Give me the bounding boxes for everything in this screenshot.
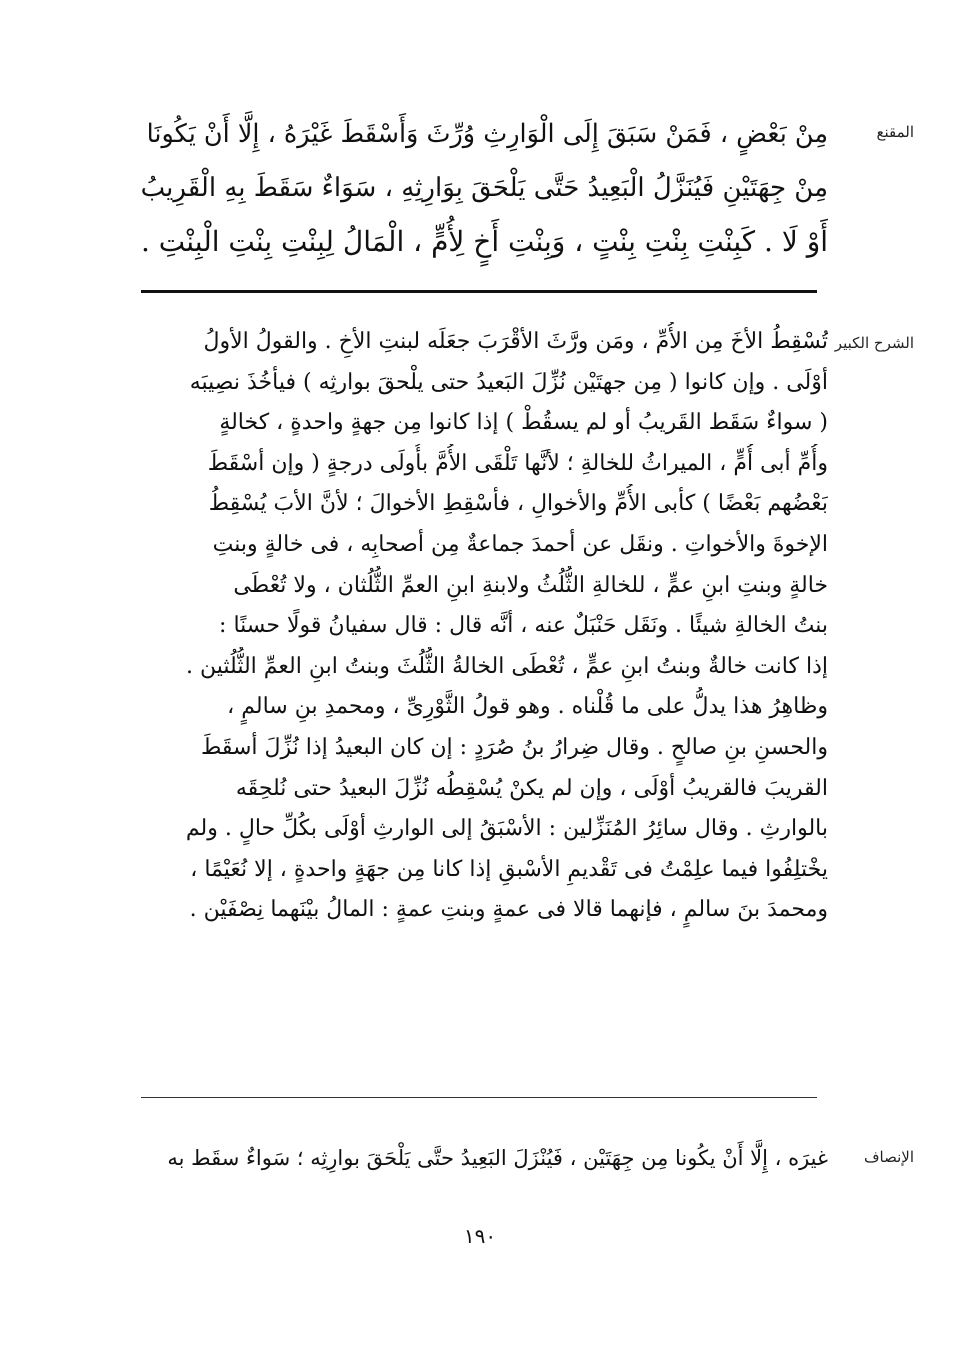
sharh-line: يخْتلِفُوا فيما علِمْتُ فى تَقْديمِ الأسْبقِ إذا كانا مِن جهَةٍ واحدةٍ ، إلا نُعَيْمًا ،	[190, 856, 828, 882]
sharh-line: إذا كانت خالةٌ وبنتُ ابنِ عمٍّ ، تُعْطَى الخالةُ الثُّلُثَ وبنتُ ابنِ العمِّ الثُّلُثين .	[186, 653, 828, 679]
sharh-line: أوْلَى . وإن كانوا ( مِن جهتَيْن نُزِّلَ البَعيدُ حتى يلْحقَ بوارثِه ) فيأخُذَ نصِيبَه	[189, 369, 828, 395]
muqni-section	[0, 107, 960, 277]
sharh-line: ومحمدَ بنَ سالمٍ ، فإنهما قالا فى عمةٍ وبنتِ عمةٍ : المالُ بيْنَهما نِصْفَيْن .	[189, 897, 828, 923]
sharh-line: وأُمِّ أبى أُمٍّ ، الميراثُ للخالةِ ؛ لأنَّها تَلْقَى الأُمَّ بأُولَى درجةٍ ( وإن أسْقَطَ	[207, 450, 828, 476]
insaf-section	[0, 1138, 960, 1182]
sharh-line: بنتُ الخالةِ شيئًا . ونَقَل حَنْبَلٌ عنه ، أنَّه قال : قال سفيانُ قولًا حسنًا :	[219, 613, 828, 639]
muqni-label: المقنع	[876, 123, 914, 141]
muqni-line: أَوْ لَا . كَبِنْتِ بِنْتِ بِنْتٍ ، وَبِنْتِ أَخٍ لِأُمٍّ ، الْمَالُ لِبِنْتِ بِنْتِ الْبِنْتِ .	[141, 225, 828, 258]
sharh-line: والحسنِ بنِ صالحٍ . وقال ضِرارُ بنُ صُرَدٍ : إن كان البعيدُ إذا نُزِّلَ أسقَطَ	[200, 734, 828, 760]
page-number: ١٩٠	[463, 1224, 497, 1248]
sharh-line: بالوارثِ . وقال سائِرُ المُنَزِّلين : الأسْبَقُ إلى الوارثِ أوْلَى بكُلِّ حالٍ . ولم	[185, 816, 828, 842]
section-divider-thin	[141, 1097, 817, 1098]
section-divider-thick	[141, 290, 817, 293]
sharh-text	[138, 322, 828, 931]
sharh-line: بَعْضُهم بَعْضًا ) كأبى الأُمِّ والأخوالِ ، فأسْقِطِ الأخوالَ ؛ لأنَّ الأبَ يُسْقِطُ	[208, 491, 828, 517]
insaf-label: الإنصاف	[863, 1148, 914, 1166]
insaf-text	[138, 1138, 828, 1178]
muqni-text	[138, 107, 828, 269]
sharh-label: الشرح الكبير	[834, 334, 914, 352]
muqni-line: مِنْ بَعْضٍ ، فَمَنْ سَبَقَ إِلَى الْوَارِثِ وُرِّثَ وَأَسْقَطَ غَيْرَهُ ، إِلَّا أَنْ يَكُونَا	[146, 119, 828, 149]
sharh-line: ( سواءٌ سَقَط القَريبُ أو لم يسقُطْ ) إذا كانوا مِن جهةٍ واحدةٍ ، كخالةٍ	[219, 410, 828, 436]
sharh-line: وظاهِرُ هذا يدلُّ على ما قُلْناه . وهو قولُ الثَّوْرِىِّ ، ومحمدِ بنِ سالمٍ ،	[227, 694, 828, 720]
sharh-line: خالةٍ وبنتِ ابنِ عمٍّ ، للخالةِ الثُّلُثُ ولابنةِ ابنِ العمِّ الثُّلُثان ، ولا تُعْطَى	[233, 572, 828, 598]
sharh-line: تُسْقِطُ الأخَ مِن الأُمِّ ، ومَن ورَّثَ الأقْرَبَ جعَلَه لبنتِ الأخِ . والقولُ الأولُ	[203, 329, 828, 354]
sharh-section	[0, 322, 960, 942]
muqni-line: مِنْ جِهَتَيْنِ فَيُنَزَّلُ الْبَعِيدُ حَتَّى يَلْحَقَ بِوَارِثِهِ ، سَوَاءٌ سَقَطَ بِهِ الْقَرِيبُ	[140, 173, 828, 203]
sharh-line: الإخوةَ والأخواتِ . ونقَل عن أحمدَ جماعةٌ مِن أصحابِه ، فى خالةٍ وبنتِ	[212, 531, 828, 557]
sharh-line: القريبَ فالقريبُ أوْلَى ، وإن لم يكنْ يُسْقِطُه نُزِّلَ البعيدُ حتى نُلحِقَه	[235, 775, 828, 801]
insaf-line: غيرَه ، إِلَّا أَنْ يكُونا مِن جِهَتَيْن ، فَيُنْزَلَ البَعِيدُ حتَّى يَلْحَقَ بوارِثِه ؛ سَواءٌ سقَط به	[167, 1146, 828, 1170]
